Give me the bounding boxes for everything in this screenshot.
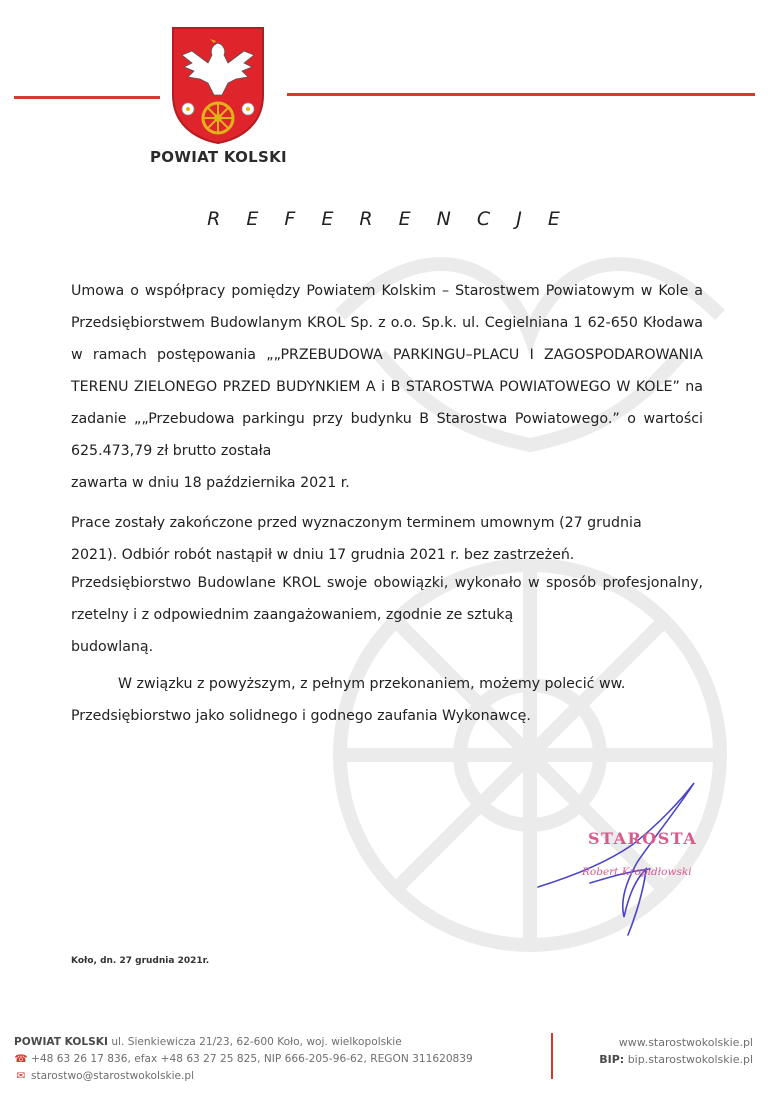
paragraph-recommendation-last-line: Przedsiębiorstwo jako solidnego i godnego zaufania Wykonawcę. [71, 708, 531, 724]
footer-bip-label: BIP: [599, 1053, 625, 1066]
organization-name: POWIAT KOLSKI [150, 148, 287, 166]
paragraph-evaluation [71, 567, 703, 663]
stamp-title: STAROSTA [588, 829, 698, 848]
paragraph-recommendation [71, 668, 703, 732]
footer-phone-details: +48 63 26 17 836, efax +48 63 27 25 825, NIP 666-205-96-62, REGON 311620839 [31, 1053, 473, 1065]
header-rule-left [14, 96, 160, 99]
paragraph-agreement-body: Umowa o współpracy pomiędzy Powiatem Kolskim – Starostwem Powiatowym w Kole a Przedsiębiorstwem Budowlanym KROL Sp. z o.o. Sp.k. ul. Cegielniana 1 62-650 Kłodawa w ramach postępowania „„PRZEBUDOWA PARKINGU–PLACU I ZAGOSPODAROWANIA TERENU ZIELONEGO PRZED BUDYNKIEM A i B STAROSTWA POWIATOWEGO W KOLE” na zadanie „„Przebudowa parkingu przy budynku B Starostwa Powiatowego.” o wartości 625.473,79 zł brutto została [71, 283, 703, 459]
place-and-date: Koło, dn. 27 grudnia 2021r. [71, 956, 210, 966]
paragraph-evaluation-body: Przedsiębiorstwo Budowlane KROL swoje obowiązki, wykonało w sposób profesjonalny, rzetelny i z odpowiednim zaangażowaniem, zgodnie ze sztuką [71, 575, 703, 623]
footer-brand: POWIAT KOLSKI [14, 1036, 108, 1048]
footer-links [599, 1034, 753, 1068]
paragraph-evaluation-last-line: budowlaną. [71, 639, 154, 655]
powiat-kolski-crest-logo [170, 25, 266, 145]
document-title: R E F E R E N C J E [207, 208, 570, 230]
paragraph-completion-last-line: 2021). Odbiór robót nastąpił w dniu 17 grudnia 2021 r. bez zastrzeżeń. [71, 547, 575, 563]
paragraph-agreement-last-line: zawarta w dniu 18 października 2021 r. [71, 475, 350, 491]
footer-contact [14, 1034, 554, 1085]
footer-phone-line [14, 1051, 554, 1068]
footer-bip-url[interactable]: bip.starostwokolskie.pl [627, 1053, 753, 1066]
handwritten-signature [530, 765, 730, 945]
envelope-icon: ✉ [16, 1070, 26, 1082]
paragraph-agreement [71, 275, 703, 499]
footer-address: ul. Sienkiewicza 21/23, 62-600 Koło, woj. wielkopolskie [111, 1036, 402, 1048]
header-rule-right [287, 93, 755, 96]
footer-email[interactable]: starostwo@starostwokolskie.pl [31, 1070, 195, 1082]
footer-divider [551, 1033, 553, 1079]
footer-address-line [14, 1034, 554, 1051]
paragraph-completion [71, 507, 703, 571]
footer-website[interactable]: www.starostwokolskie.pl [618, 1036, 753, 1049]
footer-email-line [14, 1068, 554, 1085]
paragraph-recommendation-body: W związku z powyższym, z pełnym przekonaniem, możemy polecić ww. [118, 676, 626, 692]
stamp-name: Robert Kropidłowski [582, 866, 692, 878]
phone-icon: ☎ [14, 1053, 28, 1065]
paragraph-completion-body: Prace zostały zakończone przed wyznaczonym terminem umownym (27 grudnia [71, 515, 642, 531]
footer-bip-line [599, 1051, 753, 1068]
